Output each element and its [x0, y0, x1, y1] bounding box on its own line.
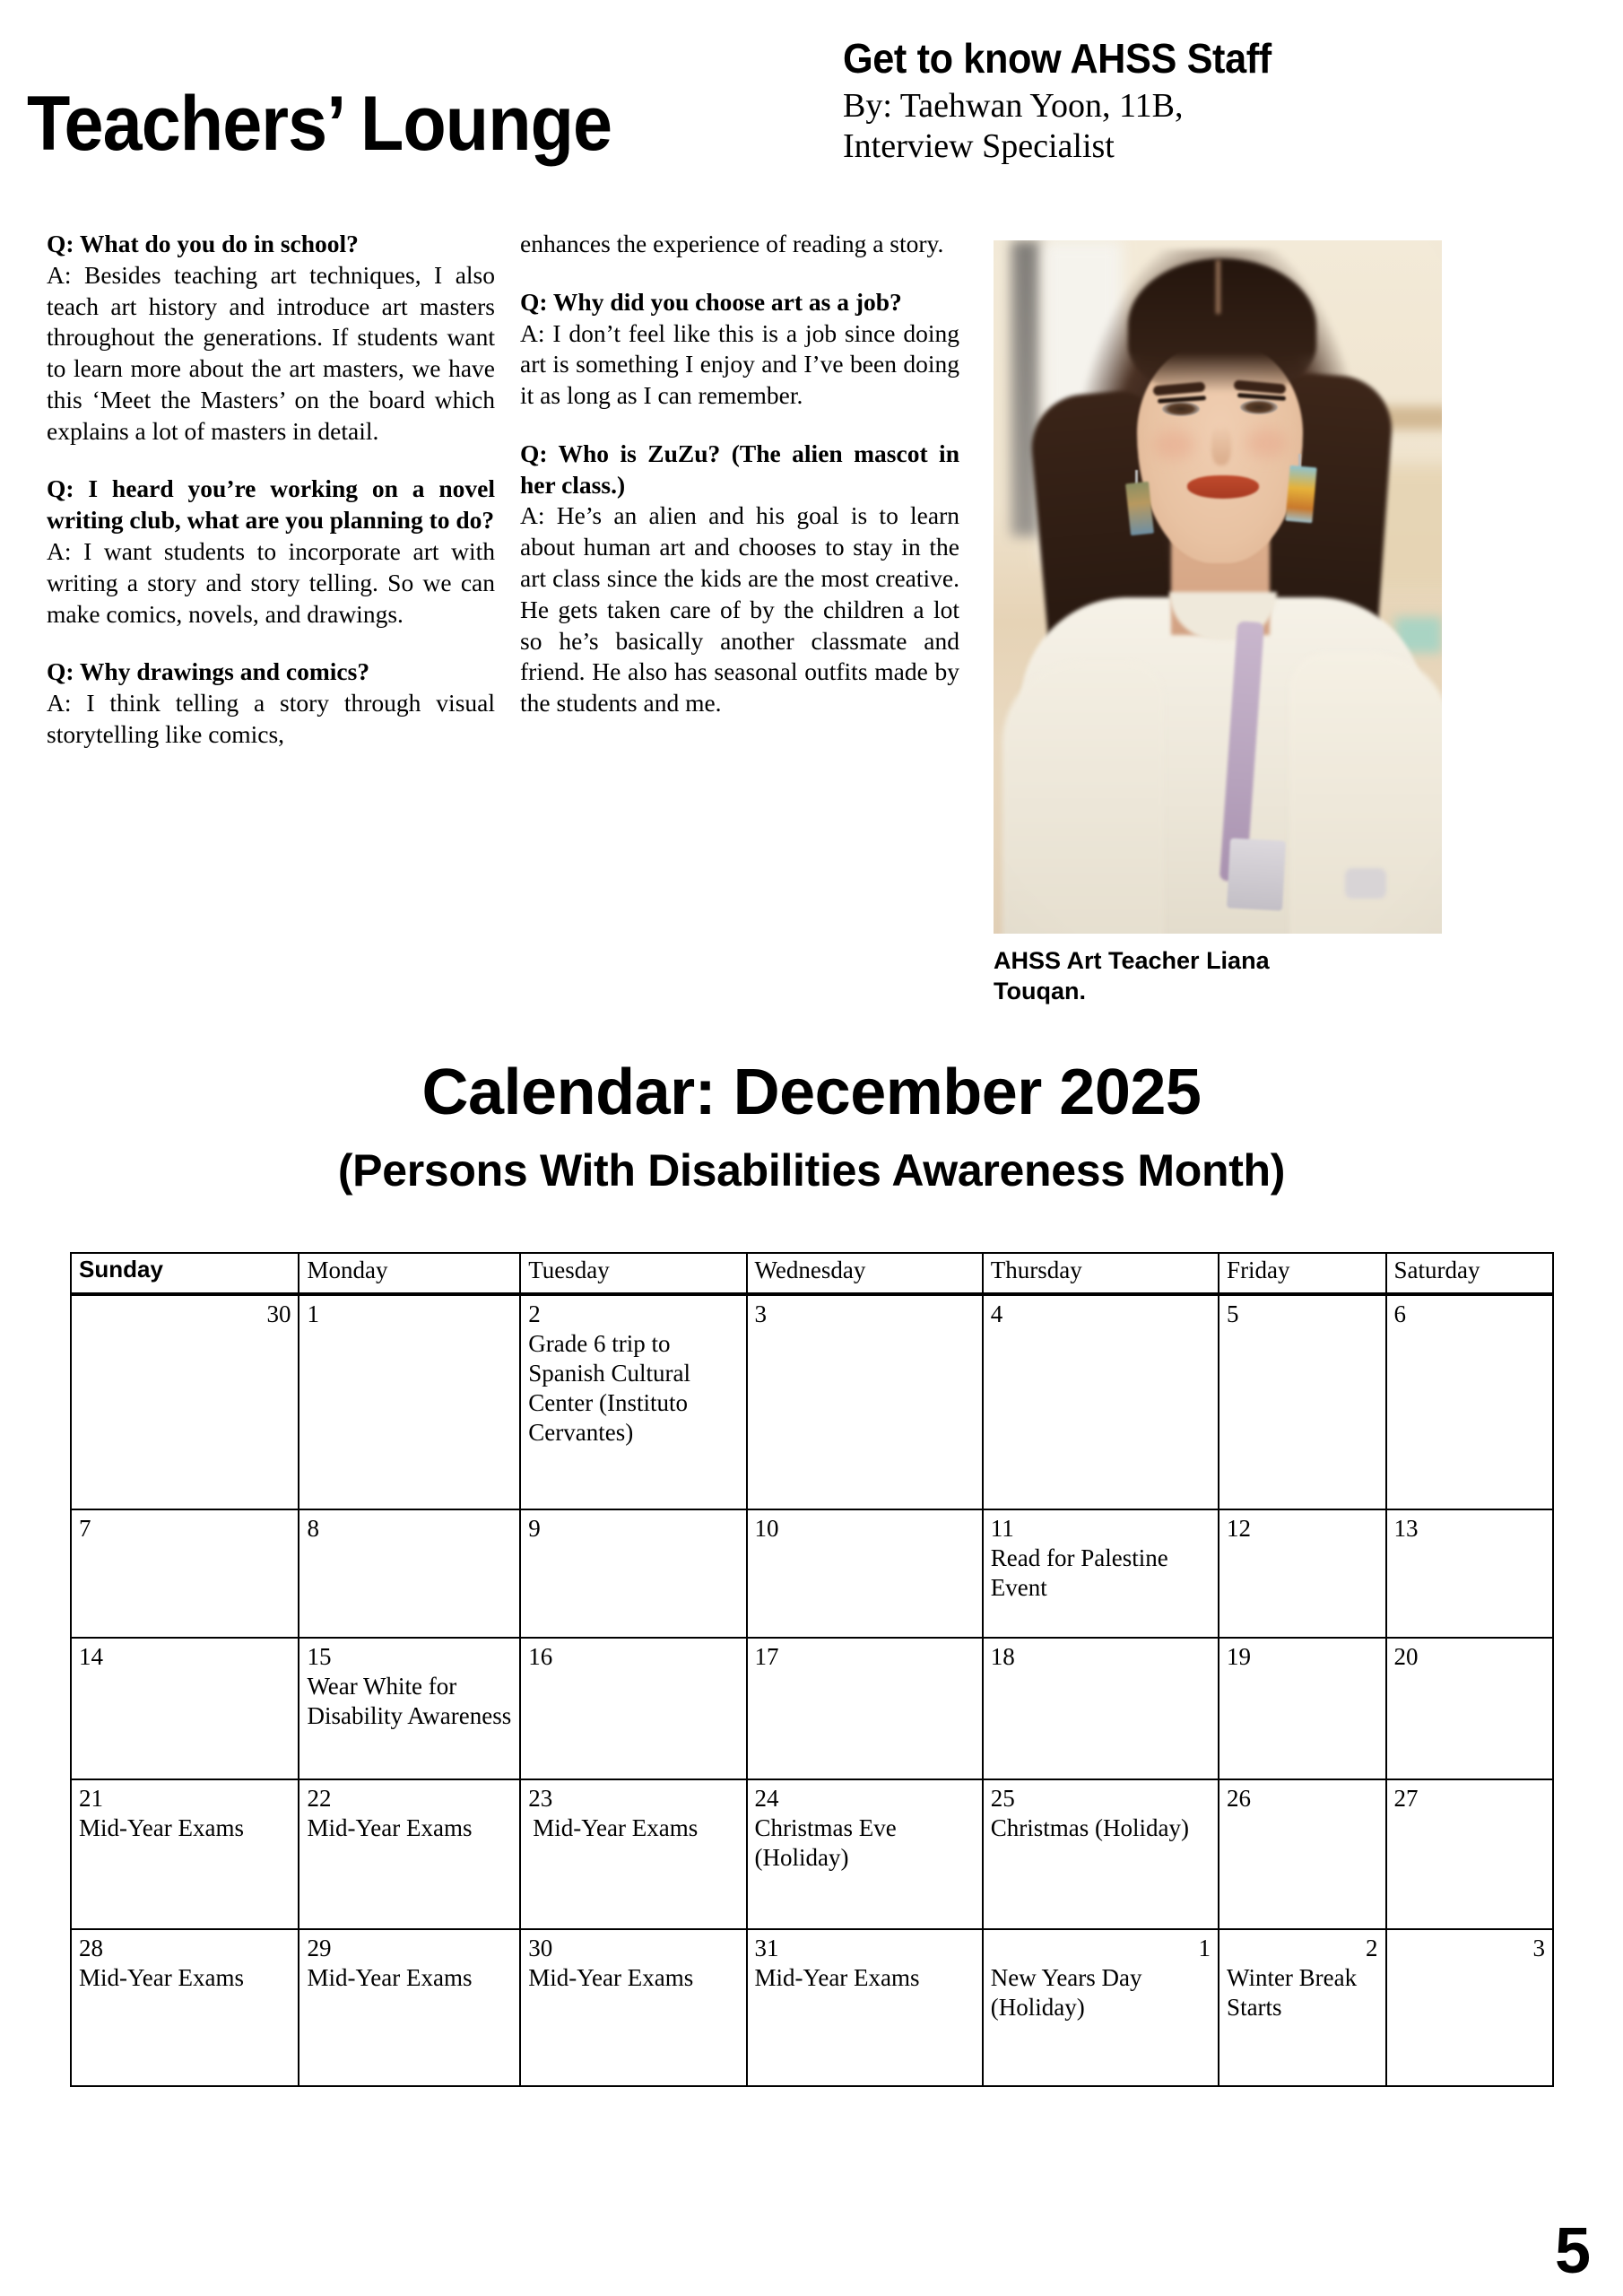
question-1: Q: What do you do in school?	[47, 230, 359, 257]
calendar-day-number: 31	[754, 1935, 779, 1961]
calendar-event-label: Mid-Year Exams	[307, 1813, 473, 1841]
calendar-day-cell[interactable]	[520, 1638, 746, 1779]
calendar-event-label: Mid-Year Exams	[533, 1813, 699, 1841]
calendar-day-cell[interactable]	[983, 1929, 1219, 2086]
calendar-day-number: 24	[754, 1785, 779, 1812]
portrait-image	[994, 240, 1442, 934]
calendar-day-cell[interactable]	[299, 1779, 520, 1929]
calendar-event-label: New Years Day (Holiday)	[990, 1963, 1142, 2021]
calendar-header-saturday: Saturday	[1386, 1253, 1553, 1294]
question-3: Q: Why drawings and comics?	[47, 657, 370, 686]
calendar-table	[70, 1252, 1554, 2087]
calendar-day-cell[interactable]	[1386, 1779, 1553, 1929]
page-number: 5	[1554, 2215, 1591, 2287]
paragraph-gap	[520, 260, 959, 287]
answer-1: A: Besides teaching art techniques, I also teach art history and introduce art masters throughout the generations. If students want to learn more about the art masters, we have this ‘Meet the Masters’ on the board which explains a lot of masters in detail.	[47, 260, 495, 445]
calendar-day-cell[interactable]	[983, 1638, 1219, 1779]
question-5: Q: Who is ZuZu? (The alien mascot in her class.)	[520, 439, 959, 499]
calendar-day-number: 29	[307, 1935, 332, 1961]
calendar-day-cell[interactable]	[520, 1294, 746, 1509]
answer-3: A: I think telling a story through visual storytelling like comics,	[47, 689, 495, 748]
question-2: Q: I heard you’re working on a novel writing club, what are you planning to do?	[47, 474, 495, 535]
calendar-day-number: 27	[1393, 1785, 1419, 1812]
calendar-header-friday: Friday	[1219, 1253, 1385, 1294]
teacher-photo	[994, 240, 1442, 934]
calendar-day-number: 22	[307, 1785, 332, 1812]
calendar-day-number: 30	[266, 1300, 291, 1327]
calendar-day-cell[interactable]	[1386, 1509, 1553, 1638]
calendar-header-sunday: Sunday	[71, 1253, 299, 1294]
calendar-day-cell[interactable]	[71, 1294, 299, 1509]
calendar-day-number: 9	[528, 1515, 541, 1542]
calendar-event-label: Read for Palestine Event	[990, 1544, 1168, 1601]
calendar-day-number: 17	[754, 1643, 779, 1670]
calendar-day-number: 3	[1532, 1935, 1545, 1961]
calendar-day-number: 18	[990, 1643, 1015, 1670]
calendar-day-number: 12	[1227, 1515, 1252, 1542]
calendar-day-cell[interactable]	[747, 1929, 983, 2086]
calendar-day-number: 23	[528, 1785, 553, 1812]
calendar-day-cell[interactable]	[520, 1929, 746, 2086]
calendar-day-cell[interactable]	[747, 1779, 983, 1929]
calendar-day-number: 30	[528, 1935, 553, 1961]
calendar-day-cell[interactable]	[299, 1638, 520, 1779]
calendar-day-cell[interactable]	[1386, 1638, 1553, 1779]
calendar-day-cell[interactable]	[983, 1779, 1219, 1929]
calendar-day-number: 2	[1366, 1935, 1378, 1961]
calendar-day-number: 28	[79, 1935, 103, 1961]
calendar-day-number: 5	[1227, 1300, 1239, 1327]
calendar-event-label: Christmas (Holiday)	[990, 1813, 1190, 1841]
calendar-day-number: 25	[990, 1785, 1015, 1812]
calendar-day-cell[interactable]	[983, 1509, 1219, 1638]
calendar-day-number: 8	[307, 1515, 319, 1542]
calendar-day-number: 26	[1227, 1785, 1252, 1812]
calendar-day-number: 3	[754, 1300, 768, 1327]
question-4: Q: Why did you choose art as a job?	[520, 287, 902, 316]
answer-3-continued: enhances the experience of reading a story.	[520, 230, 944, 257]
calendar-day-cell[interactable]	[1219, 1638, 1385, 1779]
calendar-title: Calendar: December 2025	[421, 1057, 1202, 1128]
calendar-day-cell[interactable]	[71, 1779, 299, 1929]
article-headline: Get to know AHSS Staff	[843, 35, 1271, 82]
answer-4: A: I don’t feel like this is a job since doing art is something I enjoy and I’ve been doing it as long as I can remember.	[520, 318, 959, 410]
calendar-day-cell[interactable]	[747, 1509, 983, 1638]
masthead-right	[843, 35, 1614, 166]
calendar-day-number: 16	[528, 1643, 553, 1670]
photo-vignette	[994, 240, 1442, 934]
calendar-day-cell[interactable]	[71, 1929, 299, 2086]
calendar-event-label: Mid-Year Exams	[79, 1963, 244, 1991]
section-title: Teachers’ Lounge	[27, 81, 612, 167]
calendar-day-cell[interactable]	[1219, 1294, 1385, 1509]
article-column-2	[520, 229, 959, 719]
calendar-week-row	[71, 1929, 1553, 2086]
calendar-day-number: 20	[1393, 1643, 1419, 1670]
answer-2: A: I want students to incorporate art with writing a story and story telling. So we can make comics, novels, and drawings.	[47, 537, 495, 628]
masthead	[0, 0, 1623, 229]
paragraph-gap	[47, 630, 495, 657]
calendar-header-wednesday: Wednesday	[747, 1253, 983, 1294]
calendar-day-cell[interactable]	[747, 1294, 983, 1509]
paragraph-gap	[47, 447, 495, 474]
photo-caption: AHSS Art Teacher Liana Touqan.	[994, 947, 1270, 1004]
calendar-event-label: Mid-Year Exams	[307, 1963, 473, 1991]
paragraph-gap	[520, 412, 959, 439]
calendar-day-cell[interactable]	[1219, 1509, 1385, 1638]
calendar-day-number: 4	[990, 1300, 1003, 1327]
calendar-header-row	[71, 1253, 1553, 1294]
calendar-day-number: 15	[307, 1643, 332, 1670]
calendar-day-number: 14	[79, 1643, 103, 1670]
calendar-day-cell[interactable]	[71, 1509, 299, 1638]
calendar-body	[71, 1294, 1553, 2086]
calendar-day-cell[interactable]	[299, 1294, 520, 1509]
calendar-day-cell[interactable]	[1219, 1779, 1385, 1929]
article-column-1	[47, 229, 495, 751]
calendar-event-label: Winter Break Starts	[1227, 1963, 1358, 2021]
calendar-week-row	[71, 1638, 1553, 1779]
calendar-header-monday: Monday	[299, 1253, 520, 1294]
calendar-event-label: Wear White for Disability Awareness	[307, 1672, 512, 1729]
calendar-header-thursday: Thursday	[983, 1253, 1219, 1294]
calendar-day-cell[interactable]	[299, 1929, 520, 2086]
calendar-event-label: Mid-Year Exams	[79, 1813, 244, 1841]
calendar-week-row	[71, 1779, 1553, 1929]
calendar-day-cell[interactable]	[1386, 1929, 1553, 2086]
calendar-day-number: 10	[754, 1515, 779, 1542]
calendar-day-cell[interactable]	[983, 1294, 1219, 1509]
calendar-event-label: Mid-Year Exams	[528, 1963, 694, 1991]
calendar-day-cell[interactable]	[299, 1509, 520, 1638]
calendar-event-label: Christmas Eve (Holiday)	[754, 1813, 897, 1871]
calendar-day-cell[interactable]	[1386, 1294, 1553, 1509]
calendar-event-label: Grade 6 trip to Spanish Cultural Center (Instituto Cervantes)	[528, 1329, 691, 1446]
calendar-week-row	[71, 1294, 1553, 1509]
answer-5: A: He’s an alien and his goal is to learn about human art and chooses to stay in the art class since the kids are the most creative. He gets taken care of by the children a lot so he’s basically another classmate and friend. He also has seasonal outfits made by the students and me.	[520, 501, 959, 718]
calendar-week-row	[71, 1509, 1553, 1638]
calendar-day-number: 2	[528, 1300, 541, 1327]
calendar-subtitle: (Persons With Disabilities Awareness Month)	[337, 1145, 1286, 1196]
calendar-day-cell[interactable]	[520, 1779, 746, 1929]
calendar-day-cell[interactable]	[747, 1638, 983, 1779]
calendar-day-number: 1	[307, 1300, 319, 1327]
calendar-day-number: 6	[1393, 1300, 1407, 1327]
calendar-day-cell[interactable]	[520, 1509, 746, 1638]
article-byline: By: Taehwan Yoon, 11B, Interview Specialist	[843, 86, 1184, 165]
calendar-day-number: 13	[1393, 1515, 1419, 1542]
calendar-header-tuesday: Tuesday	[520, 1253, 746, 1294]
calendar-day-number: 7	[79, 1515, 91, 1542]
calendar-event-label: Mid-Year Exams	[754, 1963, 920, 1991]
calendar-day-number: 19	[1227, 1643, 1252, 1670]
calendar-day-cell[interactable]	[71, 1638, 299, 1779]
calendar-day-number: 1	[1198, 1935, 1211, 1961]
calendar-day-cell[interactable]	[1219, 1929, 1385, 2086]
calendar-day-number: 21	[79, 1785, 103, 1812]
calendar-day-number: 11	[990, 1515, 1014, 1542]
